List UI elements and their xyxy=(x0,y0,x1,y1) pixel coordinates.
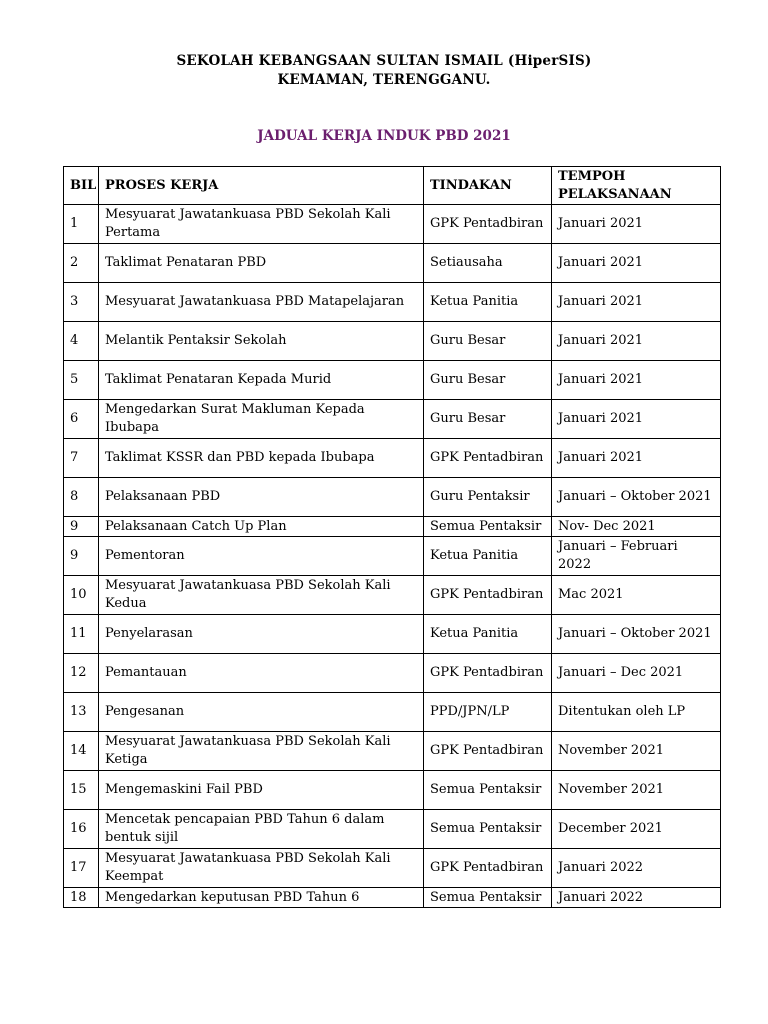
table-row xyxy=(64,888,721,908)
cell-tempoh: Januari 2021 xyxy=(552,439,721,478)
table-row xyxy=(64,517,721,537)
cell-tempoh: Januari – Oktober 2021 xyxy=(552,615,721,654)
cell-tindakan: Guru Besar xyxy=(424,400,552,439)
cell-tempoh: Januari 2021 xyxy=(552,361,721,400)
cell-bil: 9 xyxy=(64,517,99,537)
cell-proses: Mengedarkan keputusan PBD Tahun 6 xyxy=(99,888,424,908)
column-header-tempoh: TEMPOH PELAKSANAAN xyxy=(552,167,721,205)
cell-tindakan: GPK Pentadbiran xyxy=(424,439,552,478)
cell-tindakan: Guru Besar xyxy=(424,322,552,361)
cell-tempoh: December 2021 xyxy=(552,810,721,849)
cell-bil: 18 xyxy=(64,888,99,908)
cell-bil: 15 xyxy=(64,771,99,810)
cell-bil: 13 xyxy=(64,693,99,732)
cell-tempoh: Januari 2021 xyxy=(552,283,721,322)
cell-tindakan: Guru Pentaksir xyxy=(424,478,552,517)
cell-bil: 11 xyxy=(64,615,99,654)
cell-tindakan: GPK Pentadbiran xyxy=(424,732,552,771)
cell-tempoh: Mac 2021 xyxy=(552,576,721,615)
cell-bil: 4 xyxy=(64,322,99,361)
table-row xyxy=(64,693,721,732)
cell-proses: Mengedarkan Surat Makluman Kepada Ibubapa xyxy=(99,400,424,439)
table-row xyxy=(64,537,721,576)
cell-tindakan: GPK Pentadbiran xyxy=(424,849,552,888)
school-name: SEKOLAH KEBANGSAAN SULTAN ISMAIL (HiperSIS) xyxy=(176,53,592,69)
cell-proses: Pelaksanaan PBD xyxy=(99,478,424,517)
cell-bil: 12 xyxy=(64,654,99,693)
cell-bil: 2 xyxy=(64,244,99,283)
cell-tindakan: Semua Pentaksir xyxy=(424,810,552,849)
cell-tempoh: Januari – Dec 2021 xyxy=(552,654,721,693)
cell-tindakan: Guru Besar xyxy=(424,361,552,400)
cell-tempoh: Januari 2021 xyxy=(552,322,721,361)
cell-tempoh: Januari – Oktober 2021 xyxy=(552,478,721,517)
cell-tempoh: Januari 2021 xyxy=(552,205,721,244)
table-row xyxy=(64,322,721,361)
table-row xyxy=(64,810,721,849)
table-row xyxy=(64,771,721,810)
cell-bil: 10 xyxy=(64,576,99,615)
cell-bil: 6 xyxy=(64,400,99,439)
cell-bil: 3 xyxy=(64,283,99,322)
table-row xyxy=(64,654,721,693)
document-title: JADUAL KERJA INDUK PBD 2021 xyxy=(257,128,511,144)
work-schedule-table xyxy=(63,166,721,908)
cell-proses: Mesyuarat Jawatankuasa PBD Sekolah Kali Kedua xyxy=(99,576,424,615)
cell-proses: Pengesanan xyxy=(99,693,424,732)
cell-bil: 17 xyxy=(64,849,99,888)
column-header-bil: BIL xyxy=(64,167,99,205)
cell-tindakan: PPD/JPN/LP xyxy=(424,693,552,732)
cell-tempoh: Januari – Februari 2022 xyxy=(552,537,721,576)
cell-proses: Mesyuarat Jawatankuasa PBD Sekolah Kali Keempat xyxy=(99,849,424,888)
table-row xyxy=(64,615,721,654)
cell-tindakan: Ketua Panitia xyxy=(424,615,552,654)
cell-tempoh: November 2021 xyxy=(552,732,721,771)
cell-proses: Mesyuarat Jawatankuasa PBD Sekolah Kali Ketiga xyxy=(99,732,424,771)
cell-tindakan: GPK Pentadbiran xyxy=(424,654,552,693)
cell-bil: 1 xyxy=(64,205,99,244)
cell-bil: 14 xyxy=(64,732,99,771)
cell-bil: 7 xyxy=(64,439,99,478)
table-header-row xyxy=(64,167,721,205)
cell-proses: Mengemaskini Fail PBD xyxy=(99,771,424,810)
cell-proses: Melantik Pentaksir Sekolah xyxy=(99,322,424,361)
cell-proses: Pelaksanaan Catch Up Plan xyxy=(99,517,424,537)
table-row xyxy=(64,478,721,517)
cell-bil: 8 xyxy=(64,478,99,517)
table-row xyxy=(64,205,721,244)
cell-proses: Pementoran xyxy=(99,537,424,576)
cell-tempoh: Januari 2022 xyxy=(552,888,721,908)
cell-proses: Mesyuarat Jawatankuasa PBD Sekolah Kali Pertama xyxy=(99,205,424,244)
cell-tindakan: Semua Pentaksir xyxy=(424,517,552,537)
cell-proses: Taklimat KSSR dan PBD kepada Ibubapa xyxy=(99,439,424,478)
cell-bil: 9 xyxy=(64,537,99,576)
table-row xyxy=(64,849,721,888)
cell-tempoh: Nov- Dec 2021 xyxy=(552,517,721,537)
cell-bil: 16 xyxy=(64,810,99,849)
cell-tempoh: November 2021 xyxy=(552,771,721,810)
cell-proses: Taklimat Penataran PBD xyxy=(99,244,424,283)
table-row xyxy=(64,576,721,615)
table-row xyxy=(64,732,721,771)
cell-proses: Mesyuarat Jawatankuasa PBD Matapelajaran xyxy=(99,283,424,322)
school-location: KEMAMAN, TERENGGANU. xyxy=(277,72,491,88)
column-header-proses-kerja: PROSES KERJA xyxy=(99,167,424,205)
table-row xyxy=(64,244,721,283)
cell-proses: Mencetak pencapaian PBD Tahun 6 dalam bentuk sijil xyxy=(99,810,424,849)
cell-tindakan: Semua Pentaksir xyxy=(424,888,552,908)
cell-tindakan: Semua Pentaksir xyxy=(424,771,552,810)
cell-tempoh: Ditentukan oleh LP xyxy=(552,693,721,732)
cell-bil: 5 xyxy=(64,361,99,400)
table-row xyxy=(64,283,721,322)
cell-tindakan: Ketua Panitia xyxy=(424,537,552,576)
cell-proses: Pemantauan xyxy=(99,654,424,693)
column-header-tindakan: TINDAKAN xyxy=(424,167,552,205)
cell-tempoh: Januari 2021 xyxy=(552,244,721,283)
cell-tempoh: Januari 2022 xyxy=(552,849,721,888)
cell-tindakan: GPK Pentadbiran xyxy=(424,576,552,615)
cell-proses: Penyelarasan xyxy=(99,615,424,654)
table-row xyxy=(64,439,721,478)
table-row xyxy=(64,400,721,439)
cell-tindakan: Ketua Panitia xyxy=(424,283,552,322)
cell-tindakan: GPK Pentadbiran xyxy=(424,205,552,244)
cell-tempoh: Januari 2021 xyxy=(552,400,721,439)
cell-tindakan: Setiausaha xyxy=(424,244,552,283)
table-body xyxy=(64,205,721,908)
table-row xyxy=(64,361,721,400)
cell-proses: Taklimat Penataran Kepada Murid xyxy=(99,361,424,400)
